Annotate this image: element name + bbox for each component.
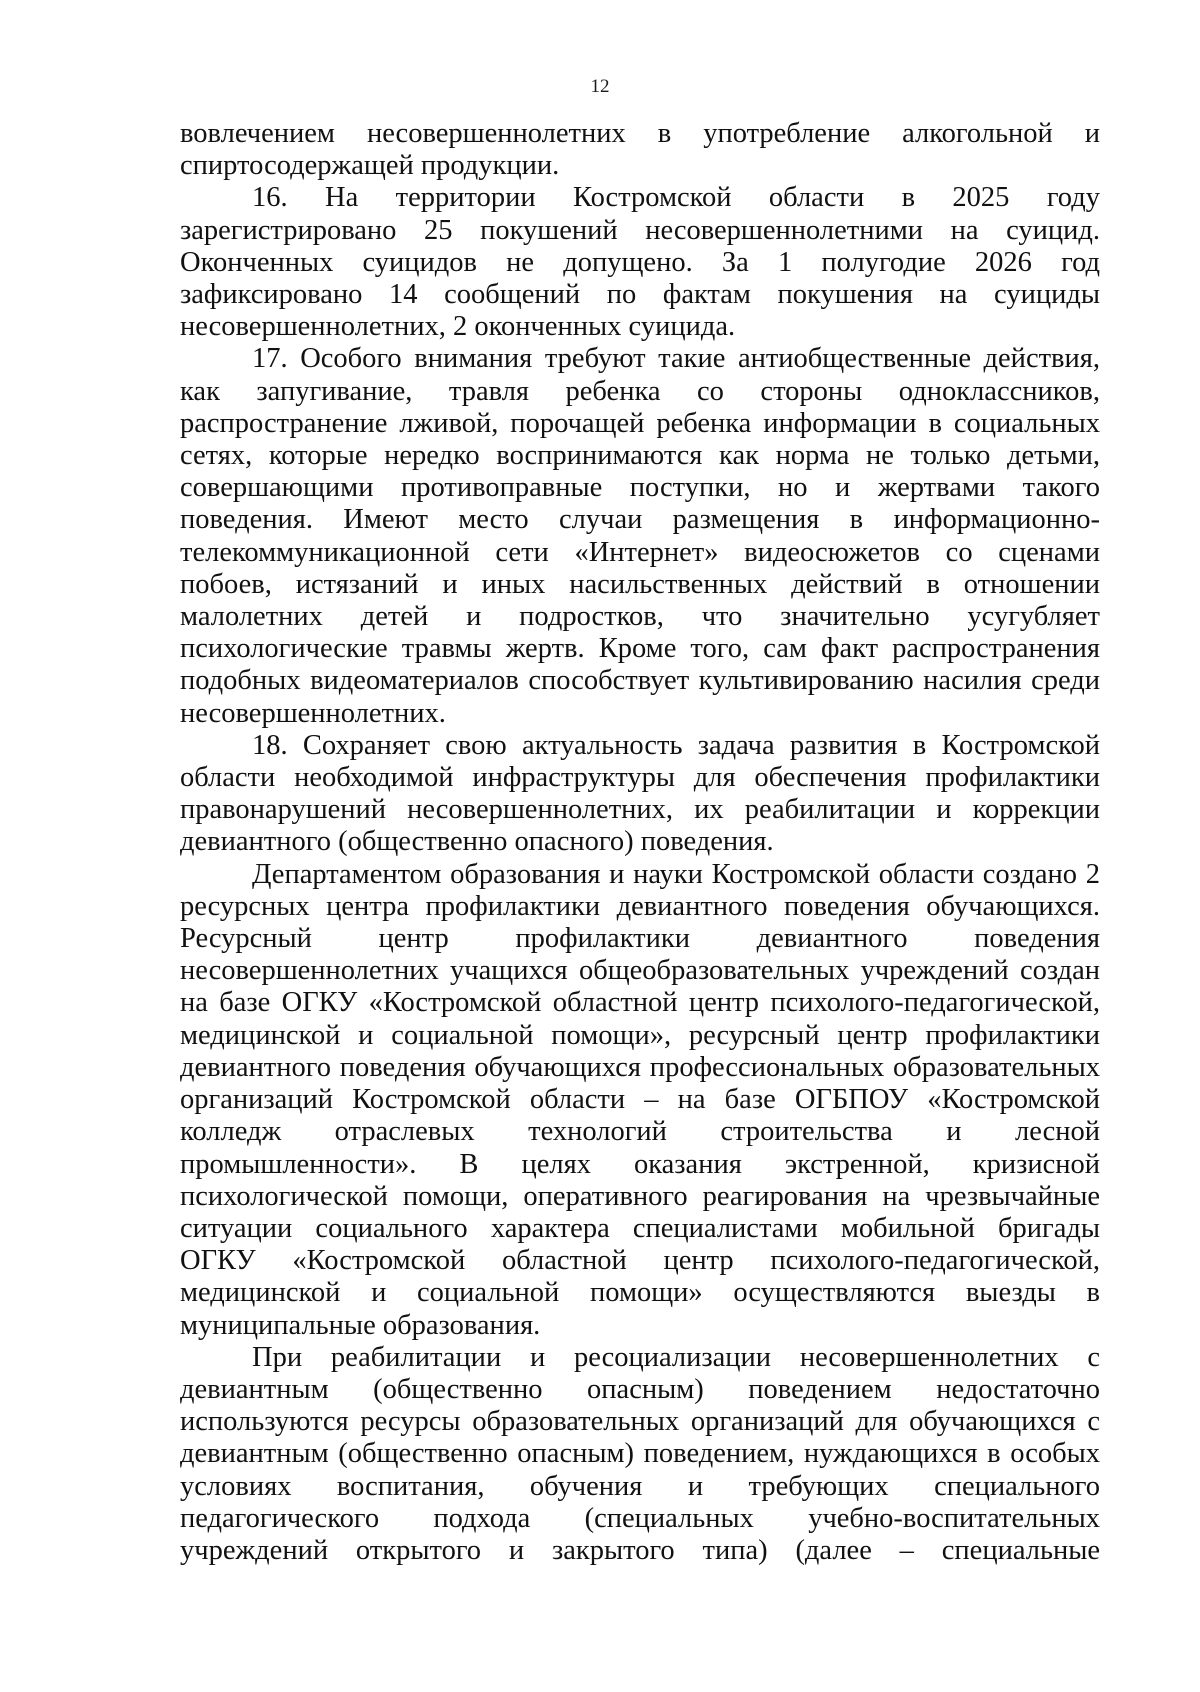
paragraph-continuation: вовлечением несовершеннолетних в употребление алкогольной и спиртосодержащей продукции. [180, 118, 1100, 182]
paragraph-rehabilitation: При реабилитации и ресоциализации несовершеннолетних с девиантным (общественно опасным) поведением недостаточно используются ресурсы образовательных организаций для обучающихся с девиантным (общественно опасным) поведением, нуждающихся в особых условиях воспитания, обучения и требующих специального педагогического подхода (специальных учебно-воспитательных учреждений открытого и закрытого типа) (далее – специальные [180, 1341, 1100, 1566]
paragraph-item-16: 16. На территории Костромской области в 2025 году зарегистрировано 25 покушений несовершеннолетними на суицид. Оконченных суицидов не допущено. За 1 полугодие 2026 год зафиксировано 14 сообщений по фактам покушения на суициды несовершеннолетних, 2 оконченных суицида. [180, 182, 1100, 343]
paragraph-item-17: 17. Особого внимания требуют такие антиобщественные действия, как запугивание, травля ребенка со стороны одноклассников, распространение лживой, порочащей ребенка информации в социальных сетях, которые нередко воспринимаются как норма не только детьми, совершающими противоправные поступки, но и жертвами такого поведения. Имеют место случаи размещения в информационно-телекоммуникационной сети «Интернет» видеосюжетов со сценами побоев, истязаний и иных насильственных действий в отношении малолетних детей и подростков, что значительно усугубляет психологические травмы жертв. Кроме того, сам факт распространения подобных видеоматериалов способствует культивированию насилия среди несовершеннолетних. [180, 343, 1100, 729]
page-number: 12 [590, 76, 610, 97]
paragraph-item-18: 18. Сохраняет свою актуальность задача развития в Костромской области необходимой инфраструктуры для обеспечения профилактики правонарушений несовершеннолетних, их реабилитации и коррекции девиантного (общественно опасного) поведения. [180, 729, 1100, 858]
paragraph-resource-centers: Департаментом образования и науки Костромской области создано 2 ресурсных центра профилактики девиантного поведения обучающихся. Ресурсный центр профилактики девиантного поведения несовершеннолетних учащихся общеобразовательных учреждений создан на базе ОГКУ «Костромской областной центр психолого-педагогической, медицинской и социальной помощи», ресурсный центр профилактики девиантного поведения обучающихся профессиональных образовательных организаций Костромской области – на базе ОГБПОУ «Костромской колледж отраслевых технологий строительства и лесной промышленности». В целях оказания экстренной, кризисной психологической помощи, оперативного реагирования на чрезвычайные ситуации социального характера специалистами мобильной бригады ОГКУ «Костромской областной центр психолого-педагогической, медицинской и социальной помощи» осуществляются выезды в муниципальные образования. [180, 858, 1100, 1341]
document-body [180, 118, 1100, 1567]
